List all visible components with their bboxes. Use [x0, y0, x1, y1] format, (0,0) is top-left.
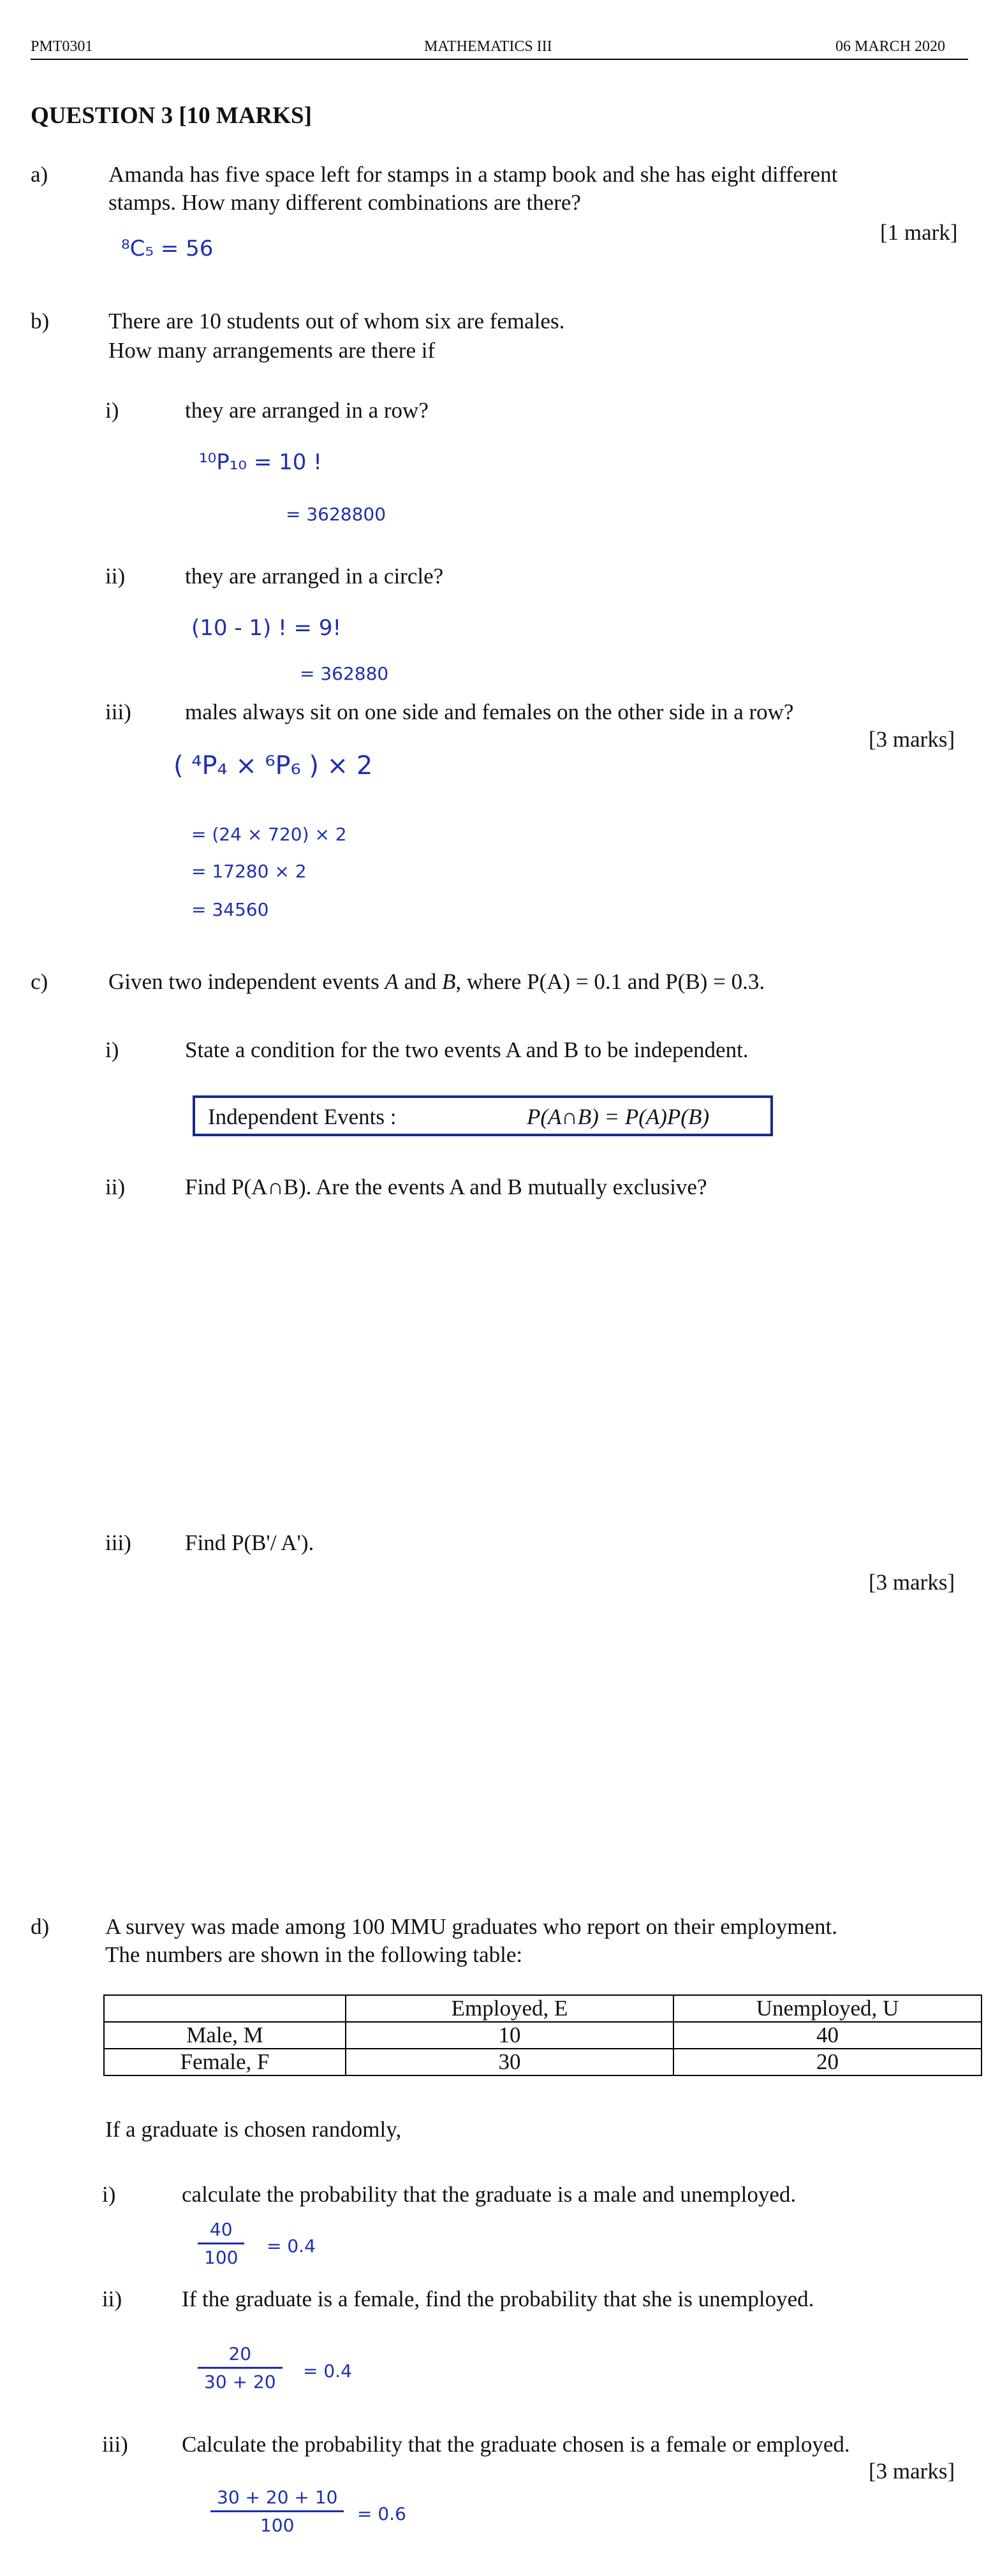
- part-d-i-label: i): [102, 2182, 116, 2207]
- part-d-ii-text: If the graduate is a female, find the probability that she is unemployed.: [182, 2287, 814, 2311]
- subject-title: MATHEMATICS III: [424, 38, 552, 55]
- part-d-iii-result: = 0.6: [357, 2503, 406, 2524]
- part-c-intro-a: Given two independent events: [108, 969, 385, 994]
- prob-a: P(A) = 0.1: [527, 969, 622, 994]
- part-c-iii-text: Find P(B'/ A').: [185, 1530, 314, 1555]
- part-a-answer: ⁸C₅ = 56: [121, 236, 214, 261]
- table-header-cell: Unemployed, U: [673, 1995, 982, 2022]
- part-d-iii-text: Calculate the probability that the graduate chosen is a female or employed.: [182, 2432, 850, 2457]
- fraction-bar: [210, 2510, 344, 2512]
- fraction-denominator: 100: [204, 2247, 239, 2268]
- part-b-iii-text: males always sit on one side and females on the other side in a row?: [185, 699, 794, 724]
- part-b-i-label: i): [105, 398, 119, 423]
- part-b-iii-label: iii): [105, 699, 131, 724]
- fraction-numerator: 20: [228, 2343, 252, 2364]
- table-row: [104, 2022, 982, 2049]
- table-header-cell: [104, 1995, 346, 2022]
- part-b-ii-label: ii): [105, 564, 126, 589]
- part-d-label: d): [31, 1914, 50, 1939]
- part-b-i-text: they are arranged in a row?: [185, 398, 429, 423]
- part-c-label: c): [31, 969, 48, 994]
- fraction-denominator: 100: [260, 2515, 295, 2536]
- part-b-label: b): [31, 309, 50, 333]
- table-cell: 40: [673, 2022, 982, 2049]
- part-c-intro-and: and: [398, 969, 442, 994]
- part-c-and-word: and: [622, 969, 666, 994]
- part-c-marks: [3 marks]: [869, 1570, 955, 1595]
- table-row: [104, 2049, 982, 2075]
- table-cell: Male, M: [104, 2022, 346, 2049]
- part-c-iii-label: iii): [105, 1530, 131, 1555]
- part-d-iii-fraction: [210, 2487, 344, 2536]
- part-a-marks: [1 mark]: [880, 220, 958, 245]
- part-c-ii-text: Find P(A∩B). Are the events A and B mutually exclusive?: [185, 1175, 707, 1199]
- part-c-intro: [108, 968, 765, 996]
- part-d-marks: [3 marks]: [869, 2459, 955, 2484]
- independence-box-label: Independent Events :: [208, 1104, 397, 1129]
- part-c-intro-where: , where: [455, 969, 527, 994]
- survey-table: [103, 1994, 982, 2076]
- header-rule: [31, 59, 968, 60]
- part-b-ii-work2: = 362880: [300, 663, 389, 684]
- part-d-chosen: If a graduate is chosen randomly,: [105, 2117, 402, 2142]
- fraction-numerator: 40: [209, 2219, 233, 2240]
- part-d-ii-result: = 0.4: [303, 2360, 352, 2382]
- prob-b: P(B) = 0.3: [665, 969, 760, 994]
- course-code: PMT0301: [31, 38, 93, 55]
- question-title: QUESTION 3 [10 MARKS]: [31, 103, 312, 129]
- part-d-line1: A survey was made among 100 MMU graduates who report on their employment.: [105, 1914, 837, 1939]
- part-d-i-text: calculate the probability that the graduate is a male and unemployed.: [182, 2182, 797, 2207]
- part-b-ii-work1: (10 - 1) ! = 9!: [191, 615, 342, 641]
- event-b: B: [441, 969, 456, 994]
- part-d-iii-label: iii): [102, 2432, 128, 2457]
- part-d-i-result: = 0.4: [267, 2236, 316, 2257]
- part-d-ii-fraction: [198, 2343, 283, 2392]
- part-d-i-fraction: [198, 2219, 244, 2268]
- independence-answer-box: [193, 1095, 773, 1136]
- part-b-ii-text: they are arranged in a circle?: [185, 564, 444, 589]
- part-c-ii-label: ii): [105, 1175, 126, 1199]
- part-a-line1: Amanda has five space left for stamps in a stamp book and she has eight different: [108, 162, 838, 187]
- part-b-marks: [3 marks]: [869, 727, 955, 752]
- part-d-ii-label: ii): [102, 2287, 122, 2311]
- part-b-i-work2: = 3628800: [286, 504, 386, 525]
- event-a: A: [385, 969, 399, 994]
- table-header-row: [104, 1995, 982, 2022]
- part-c-period: .: [759, 969, 765, 994]
- table-header-cell: Employed, E: [346, 1995, 673, 2022]
- part-b-iii-work3: = 17280 × 2: [191, 861, 307, 882]
- part-c-i-text: State a condition for the two events A and B to be independent.: [185, 1037, 749, 1062]
- fraction-bar: [198, 2243, 244, 2244]
- part-b-iii-work2: = (24 × 720) × 2: [191, 824, 347, 845]
- part-b-line2: How many arrangements are there if: [108, 338, 436, 363]
- table-cell: Female, F: [104, 2049, 346, 2075]
- exam-date: 06 MARCH 2020: [835, 38, 946, 55]
- independence-box-formula: P(A∩B) = P(A)P(B): [527, 1104, 709, 1129]
- table-cell: 10: [346, 2022, 673, 2049]
- part-a-line2: stamps. How many different combinations are there?: [108, 190, 581, 215]
- part-b-iii-work4: = 34560: [191, 899, 269, 920]
- part-c-i-label: i): [105, 1037, 119, 1062]
- part-b-line1: There are 10 students out of whom six are females.: [108, 309, 565, 333]
- fraction-denominator: 30 + 20: [204, 2371, 276, 2392]
- part-a-label: a): [31, 162, 48, 187]
- fraction-numerator: 30 + 20 + 10: [217, 2487, 338, 2508]
- part-b-iii-work1: ( ⁴P₄ × ⁶P₆ ) × 2: [173, 751, 373, 780]
- table-cell: 30: [346, 2049, 673, 2075]
- part-b-i-work1: ¹⁰P₁₀ = 10 !: [199, 450, 322, 475]
- part-d-line2: The numbers are shown in the following table:: [105, 1942, 523, 1967]
- fraction-bar: [198, 2367, 283, 2369]
- table-cell: 20: [673, 2049, 982, 2075]
